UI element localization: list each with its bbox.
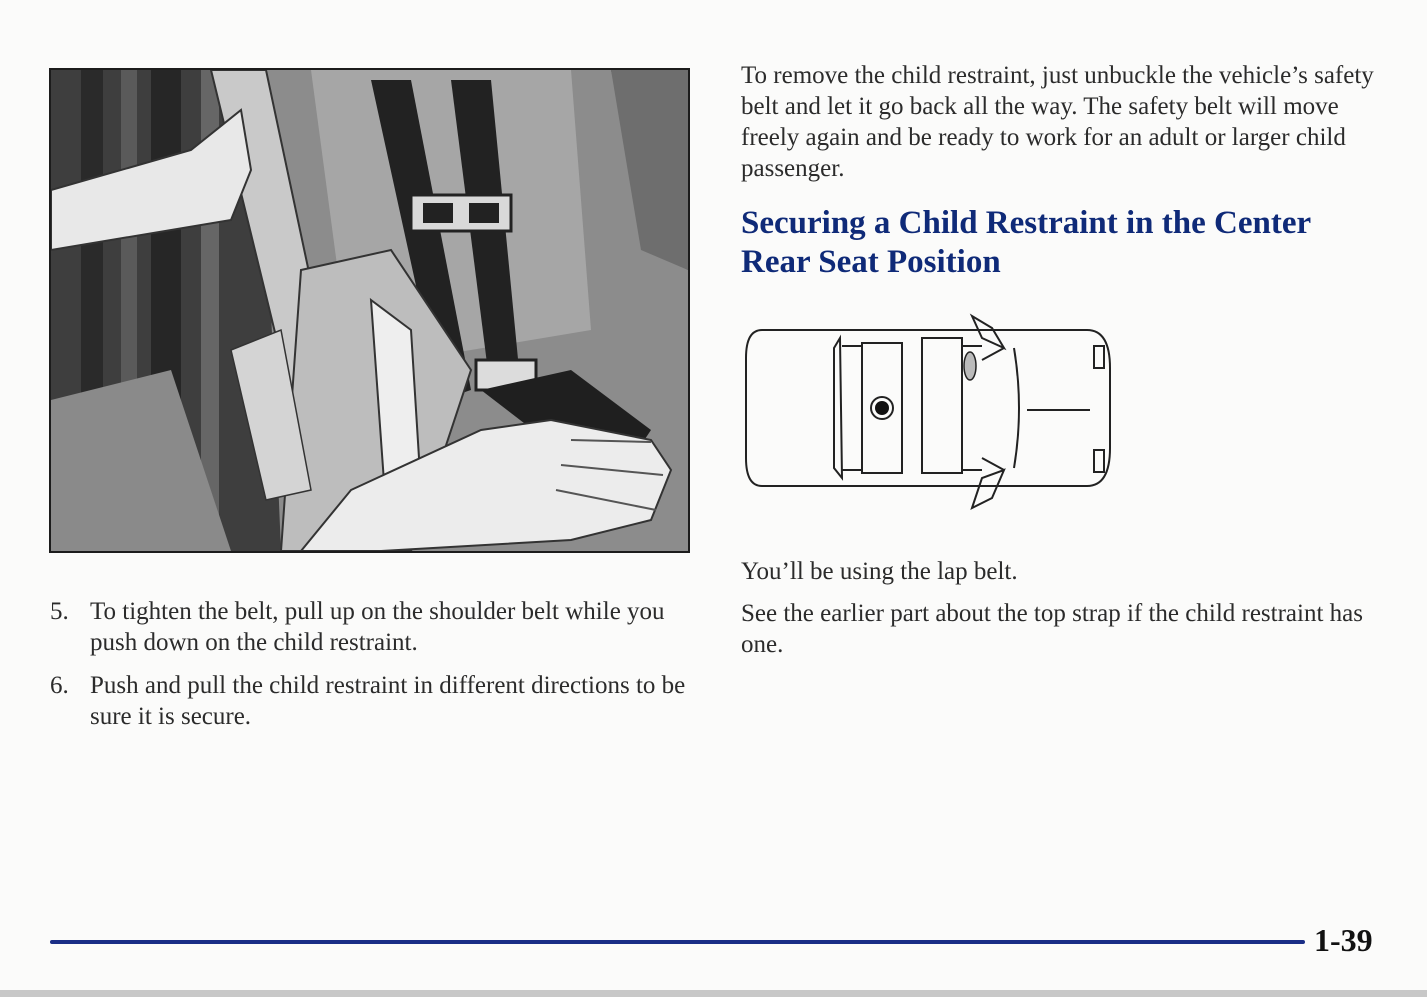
step-text: To tighten the belt, pull up on the shoulder belt while you push down on the child restraint. [90, 598, 665, 656]
vehicle-seat-diagram [742, 308, 1122, 518]
child-restraint-illustration [49, 68, 690, 553]
steps-list [50, 596, 695, 744]
section-heading: Securing a Child Restraint in the Center Rear Seat Position [741, 205, 1311, 280]
footer-rule [50, 940, 1305, 944]
step-number: 5. [50, 598, 69, 625]
step-item [50, 670, 695, 732]
page-number: 1-39 [1314, 922, 1373, 958]
top-strap-paragraph: See the earlier part about the top strap if the child restraint has one. [741, 600, 1363, 658]
intro-paragraph: To remove the child restraint, just unbuckle the vehicle’s safety belt and let it go back all the way. The safety belt will move freely again and be ready to work for an adult or larger child passenger. [741, 62, 1374, 182]
lap-belt-paragraph: You’ll be using the lap belt. [741, 558, 1018, 585]
step-text: Push and pull the child restraint in different directions to be sure it is secure. [90, 672, 686, 730]
scan-edge [0, 990, 1427, 997]
step-item [50, 596, 695, 658]
step-number: 6. [50, 672, 69, 699]
